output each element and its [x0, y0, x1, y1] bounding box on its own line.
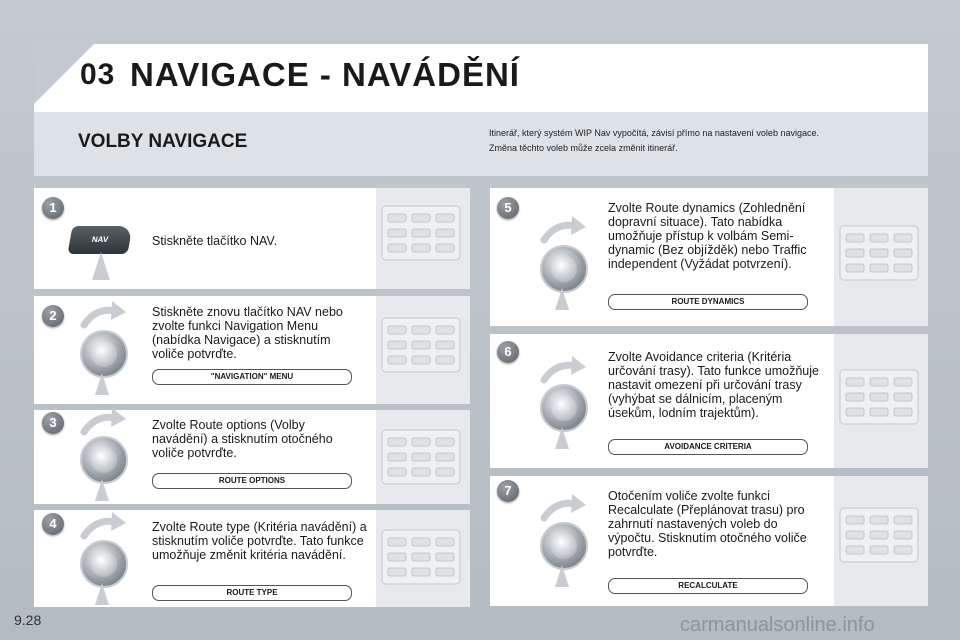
console-key — [436, 244, 454, 252]
step-badge-1: 1 — [42, 197, 64, 219]
console-key — [412, 468, 430, 476]
press-arrow-icon — [555, 565, 569, 587]
console-key — [388, 568, 406, 576]
console-key — [436, 453, 454, 461]
step-badge-4: 4 — [42, 513, 64, 535]
console-key — [870, 408, 888, 416]
step-text-5: Zvolte Route dynamics (Zohlednění dopravní situace). Tato nabídka umožňuje přístup k volbám Semi-dynamic (Bez objížděk) nebo Traffic independent (Vyžádat potvrzení). — [608, 201, 807, 271]
console-key — [388, 438, 406, 446]
console-key — [388, 538, 406, 546]
console-key — [894, 408, 912, 416]
console-key — [870, 516, 888, 524]
console-key — [412, 453, 430, 461]
console-key — [436, 438, 454, 446]
watermark-text: carmanualsonline.info — [680, 614, 875, 636]
step-text-1: Stiskněte tlačítko NAV. — [152, 234, 278, 248]
nav-button-illustration: NAV — [68, 226, 133, 254]
console-key — [388, 553, 406, 561]
rotate-arrow-head-icon — [111, 301, 126, 320]
rotate-arrow-head-icon — [111, 512, 126, 531]
step-badge-3: 3 — [42, 412, 64, 434]
console-key — [436, 553, 454, 561]
console-key — [412, 438, 430, 446]
intro-line-1: Itinerář, který systém WIP Nav vypočítá, závisí přímo na nastavení voleb navigace. — [489, 128, 819, 138]
console-key — [412, 356, 430, 364]
console-key — [436, 538, 454, 546]
console-key — [412, 568, 430, 576]
page-title: NAVIGACE - NAVÁDĚNÍ — [130, 56, 520, 93]
section-title: VOLBY NAVIGACE — [78, 131, 248, 152]
console-key — [436, 341, 454, 349]
step-badge-7: 7 — [497, 480, 519, 502]
step-badge-6: 6 — [497, 341, 519, 363]
console-key — [412, 341, 430, 349]
console-key — [870, 378, 888, 386]
step-label-5: ROUTE DYNAMICS — [608, 294, 808, 310]
console-key — [412, 326, 430, 334]
step-text-6: Zvolte Avoidance criteria (Kritéria určování trasy). Tato funkce umožňuje nastavit omezení při určování trasy (vyhýbat se dálnicím, placeným úsekům, lodním trajektům). — [608, 350, 819, 420]
console-key — [412, 538, 430, 546]
console-key — [870, 234, 888, 242]
console-key — [894, 249, 912, 257]
step-label-3: ROUTE OPTIONS — [152, 473, 352, 489]
console-key — [388, 468, 406, 476]
rotate-arrow-head-icon — [111, 408, 126, 427]
step-text-4: Zvolte Route type (Kritéria navádění) a stisknutím voliče potvrďte. Tato funkce umožňuje změnit kritéria navádění. — [152, 520, 367, 562]
press-arrow-icon — [95, 479, 109, 501]
step-badge-2: 2 — [42, 305, 64, 327]
rotate-arrow-head-icon — [571, 356, 586, 375]
console-key — [894, 393, 912, 401]
press-arrow-icon — [555, 288, 569, 310]
console-key — [870, 393, 888, 401]
console-key — [846, 516, 864, 524]
step-label-4: ROUTE TYPE — [152, 585, 352, 601]
console-key — [388, 214, 406, 222]
page-number: 9.28 — [14, 612, 42, 628]
console-key — [436, 229, 454, 237]
step-text-3: Zvolte Route options (Volby navádění) a stisknutím otočného voliče potvrďte. — [152, 418, 333, 460]
console-key — [412, 214, 430, 222]
press-arrow-icon — [95, 373, 109, 395]
console-key — [388, 244, 406, 252]
console-key — [894, 378, 912, 386]
console-key — [846, 408, 864, 416]
console-key — [846, 234, 864, 242]
rotate-arrow-head-icon — [571, 216, 586, 235]
console-key — [412, 244, 430, 252]
intro-line-2: Změna těchto voleb může zcela změnit itinerář. — [489, 143, 678, 153]
console-key — [388, 326, 406, 334]
console-key — [846, 393, 864, 401]
press-arrow-icon — [95, 583, 109, 605]
step-text-2: Stiskněte znovu tlačítko NAV nebo zvolte funkci Navigation Menu (nabídka Navigace) a stisknutím voliče potvrďte. — [152, 305, 343, 361]
step-text-7: Otočením voliče zvolte funkci Recalculate (Přeplánovat trasu) pro zahrnutí nastavených voleb do výpočtu. Stisknutím otočného voliče potvrďte. — [608, 489, 807, 559]
console-key — [436, 214, 454, 222]
console-key — [388, 453, 406, 461]
console-key — [894, 264, 912, 272]
console-key — [846, 546, 864, 554]
step-label-7: RECALCULATE — [608, 578, 808, 594]
console-key — [436, 568, 454, 576]
console-key — [388, 356, 406, 364]
chapter-number: 03 — [80, 58, 116, 91]
press-arrow-icon — [555, 427, 569, 449]
console-key — [894, 234, 912, 242]
console-key — [846, 264, 864, 272]
console-key — [894, 546, 912, 554]
console-key — [846, 378, 864, 386]
console-key — [894, 516, 912, 524]
console-key — [436, 468, 454, 476]
console-key — [870, 546, 888, 554]
console-key — [870, 531, 888, 539]
console-key — [846, 531, 864, 539]
console-key — [870, 264, 888, 272]
console-key — [894, 531, 912, 539]
console-key — [412, 553, 430, 561]
console-key — [870, 249, 888, 257]
step-badge-5: 5 — [497, 197, 519, 219]
step-label-6: AVOIDANCE CRITERIA — [608, 439, 808, 455]
console-key — [846, 249, 864, 257]
step-label-2: "NAVIGATION" MENU — [152, 369, 352, 385]
rotate-arrow-head-icon — [571, 494, 586, 513]
console-key — [436, 326, 454, 334]
console-key — [388, 229, 406, 237]
console-key — [388, 341, 406, 349]
console-key — [412, 229, 430, 237]
console-key — [436, 356, 454, 364]
